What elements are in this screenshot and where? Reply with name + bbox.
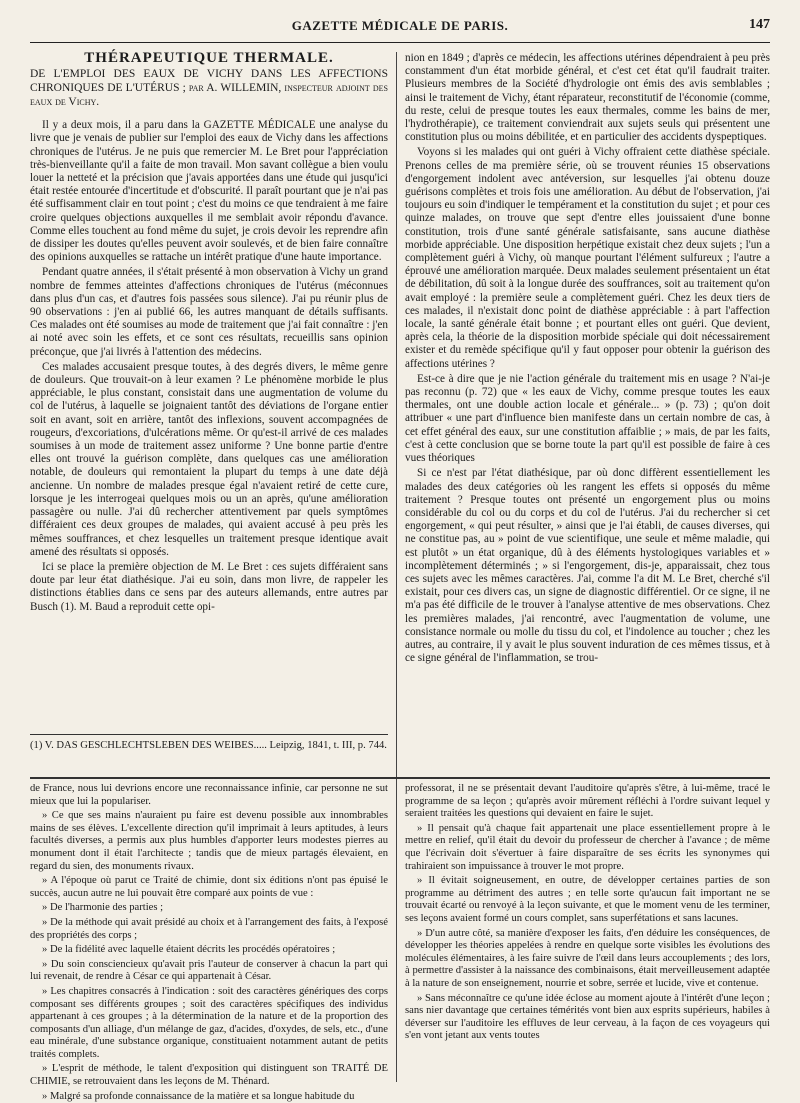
paragraph: Si ce n'est par l'état diathésique, par où donc diffèrent essentiellement les malades des deux catégories où les rangent les effets si opposés du même traitement ? Presque toutes ont présenté un engorgement plus ou moins considérable du col ou du corps et du col de l'utérus. J'ai du rechercher si cet engorgement, « qui peut résulter, » ainsi que je l'ai établi, de causes diverses, qui ne constitue pas, au » point de vue scientifique, une seule et même maladie, qui est plutôt » un état organique, dû à des éléments hystologiques variables et » incomplètement déterminés ; » si l'engorgement, dis-je, apparaissait, chez tous ces sujets avec les mêmes caractères. J'ai, comme l'a dit M. Le Bret, cherché s'il existait, pour ces divers cas, un signe de diagnostic différentiel. Or ce signe, il ne m'a pas été difficile de le trouver à l'analyse attentive de mes observations. Chez les premières malades, j'ai rencontré, avec l'augmentation de volume, une consistance normale ou molle du tissu du col, et l'indolence au toucher ; chez les autres, au contraire, il y avait le plus souvent induration de ces mêmes tissus, et à ce signe général de l'inflammation, se trou- bbox=[405, 467, 770, 665]
paragraph: » De la fidélité avec laquelle étaient décrits les procédés opératoires ; bbox=[42, 944, 336, 956]
article-subtitle: DE L'EMPLOI DES EAUX DE VICHY DANS LES AFFECTIONS CHRONIQUES DE L'UTÉRUS ; par A. WILLEMIN, inspecteur adjoint des eaux de Vichy. bbox=[30, 68, 388, 109]
paragraph: » Les chapitres consacrés à l'indication : soit des caractères génériques des corps composant ses différents groupes ; soit des caractères spécifiques des individus appartenant à ces groupes ; à la détermination de la nature et de la proportion des composants d'un alliage, d'un mélange de gaz, d'acides, d'oxydes, de sels, etc., d'une eau minérale, d'une substance organique, constituaient notamment autant de petits traités complets. bbox=[30, 985, 388, 1060]
paragraph: » L'esprit de méthode, le talent d'exposition qui distinguent son TRAITÉ DE CHIMIE, se retrouvaient dans les leçons de M. Thénard. bbox=[30, 1063, 388, 1088]
footnote-rule bbox=[30, 734, 388, 735]
paragraph: Ces malades accusaient presque toutes, à des degrés divers, le même genre de douleurs. Que trouvait-on à leur examen ? Le phénomène morbide le plus appréciable, le plus constant, consistait dans une augmentation de volume du col de l'utérus, à laquelle se joignaient tantôt des déviations de l'organe entier soit en avant, soit en arrière, tantôt des inflexions, souvent accompagnées de rougeurs, d'excoriations, d'ulcérations même. Or qu'est-il arrivé de ces malades soumises à un mode de traitement assez uniforme ? Une bonne partie d'entre elles ont trouvé la guérison complète, dans quelques cas une amélioration notable, de douleurs qui remontaient la plupart du temps à une date déjà ancienne. Un nombre de malades presque égal n'avaient retiré de cette cure, lorsque je les interrogeai quelques mois ou un an après, qu'une amélioration passagère ou nulle. J'ai dû rechercher attentivement par quels symptômes différaient ces deux groupes de malades, qui avaient accusé à peu près les mêmes souffrances, et chez lesquelles un traitement presque identique avait amené des résultats si opposés. bbox=[30, 360, 388, 558]
lower-right-column bbox=[405, 783, 770, 1083]
paragraph: » De l'harmonie des parties ; bbox=[42, 902, 164, 914]
section-divider bbox=[30, 777, 770, 779]
page-number: 147 bbox=[749, 17, 770, 32]
paragraph: » Ce que ses mains n'auraient pu faire est devenu possible aux innombrables mains de ses élèves. L'excellente direction qu'il imprimait à leurs aptitudes, à leurs facultés diverses, a permis aux plus humbles d'apporter leurs modestes pierres au monument dont il était l'architecte ; tandis que de mieux partagés élevaient, en regard du sien, des monuments rivaux. bbox=[30, 810, 388, 872]
lower-left-column bbox=[30, 783, 388, 1102]
paragraph: Pendant quatre années, il s'était présenté à mon observation à Vichy un grand nombre de femmes atteintes d'affections chroniques de l'utérus (méconnues dans plus d'un cas, et d'autres fois passées sous silence). J'ai pu réunir plus de 90 observations : j'en ai publié 66, les autres manquant de détails suffisants. Ces malades ont été soumises au mode de traitement que j'ai fait connaître : j'en ai noté avec soin les effets, et ce sont ces résultats, recueillis sans opinion préconçue, que j'ai livrés à l'attention des médecins. bbox=[30, 266, 388, 358]
paragraph: » Malgré sa profonde connaissance de la matière et sa longue habitude du bbox=[42, 1090, 355, 1102]
paragraph: nion en 1849 ; d'après ce médecin, les affections utérines dépendraient à peu près constamment d'un état morbide général, et c'est cet état qu'il faudrait traiter. Plusieurs membres de la Société d'hydrologie ont émis des avis semblables ; ainsi le traitement de Vichy, étant réparateur, reconstitutif de l'économie (comme, du reste, celui de presque toutes les eaux thermales, comme les bains de mer, l'hydrothérapie), ce traitement conviendrait aux sujets seuls qui présentent une constitution plus ou moins débilitée, et en particulier des accidents dyspeptiques. bbox=[405, 52, 770, 144]
paragraph: professorat, il ne se présentait devant l'auditoire qu'après s'être, à lui-même, tracé le programme de sa leçon ; qu'après avoir mûrement réfléchi à l'ordre suivant lequel y seraient traitées les questions qui devaient en faire le sujet. bbox=[405, 783, 770, 820]
paragraph: » A l'époque où parut ce Traité de chimie, dont six éditions n'ont pas épuisé le succès, aucun autre ne lui pouvait être comparé aux points de vue : bbox=[30, 875, 388, 899]
paragraph: Ici se place la première objection de M. Le Bret : ces sujets différaient sans doute par leur état diathésique. J'ai eu soin, dans mon livre, de rappeler les distinctions établies dans ce sens par des auteurs allemands, entre autres par Busch (1). M. Baud a reproduit cette opi- bbox=[30, 560, 388, 613]
paragraph: Voyons si les malades qui ont guéri à Vichy offraient cette diathèse spéciale. Prenons celles de ma première série, où se trouvent réunies 15 observations d'engorgement indolent avec antéversion, sur lesquelles j'ai obtenu douze guérisons complètes et trois fois une amélioration. Au début de l'observation, j'ai toujours eu soin d'indiquer le tempérament et la constitution du sujet ; et pour ces quinze malades, on trouve que sept d'entre elles jouissaient d'une bonne constitution, trois d'une santé générale satisfaisante, sans aucune diathèse morbide appréciable. Une disposition herpétique existait chez deux sujets ; l'un a complètement guéri à Vichy, où manque pourtant l'élément sulfureux ; l'autre a éprouvé une amélioration marquée. Deux malades seulement présentaient un état de débilitation, dû soit à la longue durée des souffrances, soit au traitement qu'on avait employé : la première seule a complètement guéri. Chez les deux tiers de ces malades, il n'existait donc point de diathèse appréciable : à part l'affection locale, la santé générale était bonne ; et pourtant elles ont guéri. Que devient, après cela, la théorie de la disposition morbide spéciale qui doit nécessairement exister et du remède spécifique qu'il y faut opposer pour obtenir la guérison des affections utérines ? bbox=[405, 146, 770, 370]
page-header bbox=[30, 8, 770, 43]
journal-title: GAZETTE MÉDICALE DE PARIS. bbox=[291, 18, 509, 33]
section-title: THÉRAPEUTIQUE THERMALE. bbox=[84, 50, 334, 66]
paragraph: » Du soin consciencieux qu'avait pris l'auteur de conserver à chacun la part qui lui revenait, de rendre à César ce qui appartenait à César. bbox=[30, 958, 388, 983]
paragraph: » Sans méconnaître ce qu'une idée éclose au moment ajoute à l'intérêt d'une leçon ; sans nier davantage que certaines témérités vont bien aux esprits supérieurs, habiles à déverser sur l'auditoire les effluves de leur cerveau, à la façon de ces voyageurs qui s'en vont jetant aux vents toutes bbox=[405, 992, 770, 1042]
paragraph: » Il pensait qu'à chaque fait appartenait une place essentiellement propre à le mettre en relief, qu'il était du devoir du professeur de chercher à l'avance ; de même que l'écrivain doit s'évertuer à faire disparaître de ses écrits les synonymes qui trahiraient son impuissance à trouver le mot propre. bbox=[405, 822, 770, 872]
column-divider bbox=[396, 52, 397, 1082]
paragraph: » D'un autre côté, sa manière d'exposer les faits, d'en déduire les conséquences, de développer les théories appelées à rendre en quelque sorte visibles les évolutions des molécules élémentaires, à les faire suivre de l'œil dans leurs accouplements ; des lors, à permettre d'assister à la naissance des combinaisons, était merveilleusement adaptée à la nature de son enseignement, nourrie et sobre, serrée et lucide, vive et contenue. bbox=[405, 927, 770, 989]
paragraph: de France, nous lui devrions encore une reconnaissance infinie, car personne ne sut mieux que lui la populariser. bbox=[30, 783, 388, 807]
footnote: (1) V. DAS GESCHLECHTSLEBEN DES WEIBES..... Leipzig, 1841, t. III, p. 744. bbox=[30, 740, 387, 751]
article-left-column bbox=[30, 52, 388, 730]
paragraph: » De la méthode qui avait présidé au choix et à l'arrangement des faits, à l'exposé des propriétés des corps ; bbox=[30, 916, 388, 941]
paragraph: Est-ce à dire que je nie l'action générale du traitement mis en usage ? N'ai-je pas reconnu (p. 72) que « les eaux de Vichy, comme presque toutes les eaux thermales, ont une double action locale et générale... » (p. 73) ; qu'on doit attribuer « une part d'influence bien manifeste dans un certain nombre de cas, à cet effet général des eaux, sur une constitution affaiblie ; » mais, de par les faits, c'est à cette conclusion que se borne toute la part qu'il est possible de faire à ces vues théoriques bbox=[405, 372, 770, 465]
article-right-column bbox=[405, 52, 770, 777]
paragraph: » Il évitait soigneusement, en outre, de développer certaines parties de son programme au détriment des autres ; en telle sorte qu'aucun fait important ne se trouvait écarté ou renvoyé à la leçon suivante, et que le moment venu de les terminer, ses leçons avaient formé un cours complet, sans superfétations et sans lacunes. bbox=[405, 875, 770, 924]
paragraph: Il y a deux mois, il a paru dans la GAZETTE MÉDICALE une analyse du livre que je venais de publier sur l'emploi des eaux de Vichy dans les affections chroniques de l'utérus. Je ne puis que remercier M. Le Bret pour l'appréciation très-bienveillante qu'il a faite de mon travail. Mon savant collègue a bien voulu louer la netteté et la précision que j'avais apportées dans une étude qui jusqu'ici était restée entourée d'incertitude et d'obscurité. Il paraît pourtant que je n'ai pas été suffisamment clair en tout point ; c'est du moins ce que tendraient à me faire croire quelques objections auxquelles il me semblait avoir répondu d'avance. Comme elles touchent au fond même du sujet, je crois devoir les reprendre afin de dissiper les doutes qu'elles peuvent avoir soulevés, et de bien faire connaître des opinions auxquelles se rattache un intérêt pratique d'une haute importance. bbox=[30, 119, 388, 264]
